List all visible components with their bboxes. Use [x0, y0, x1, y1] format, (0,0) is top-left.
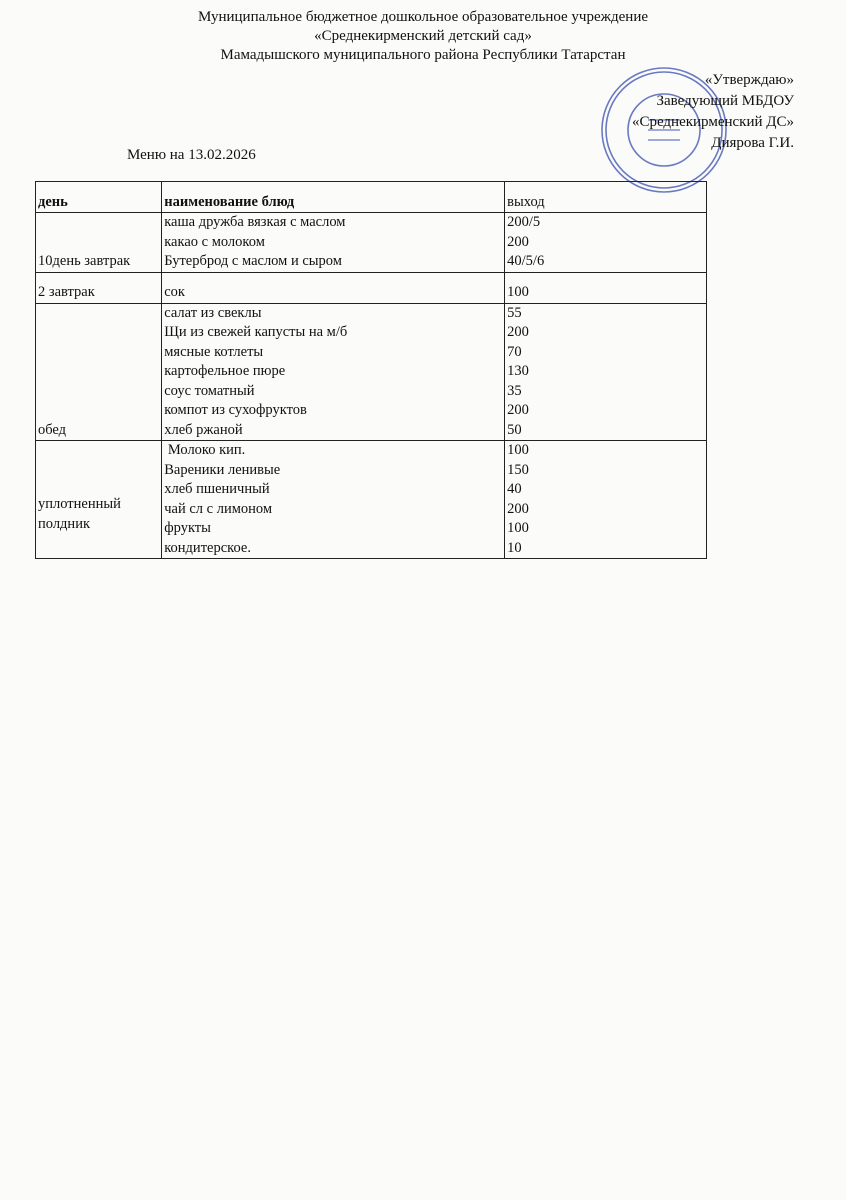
dishes-cell	[162, 303, 505, 441]
portion-item: 200	[507, 324, 529, 340]
portion-item: 200	[507, 233, 529, 250]
approval-signature-name: Диярова Г.И.	[711, 135, 794, 151]
header-day: день	[36, 182, 162, 213]
dishes-cell	[162, 213, 505, 273]
document-header	[0, 8, 846, 65]
portion-item: 100	[507, 284, 529, 300]
portions-cell	[505, 272, 707, 303]
header-portion: выход	[505, 182, 707, 213]
dishes-cell	[162, 272, 505, 303]
dish-item: Молоко кип.	[164, 442, 246, 458]
menu-table	[35, 181, 707, 559]
dish-item: соус томатный	[164, 382, 255, 399]
portion-item: 150	[507, 461, 529, 478]
header-line-3: Мамадышского муниципального района Республики Татарстан	[220, 47, 626, 63]
portion-item: 200	[507, 402, 529, 418]
approval-block	[632, 70, 794, 154]
portion-item: 200/5	[507, 214, 541, 230]
portion-item: 40	[507, 481, 522, 497]
portions-cell	[505, 213, 707, 273]
header-dish-name: наименование блюд	[162, 182, 505, 213]
portion-item: 100	[507, 442, 529, 458]
portions-cell	[505, 303, 707, 441]
table-header-row	[36, 182, 707, 213]
table-row	[36, 303, 707, 441]
approval-line-3: «Среднекирменский ДС»	[631, 114, 794, 130]
dish-item: сок	[164, 284, 185, 300]
portion-item: 70	[507, 343, 522, 360]
table-row	[36, 272, 707, 303]
portion-item: 35	[507, 382, 522, 399]
meal-lunch: обед	[36, 303, 162, 441]
dish-item: Бутерброд с маслом и сыром	[164, 253, 342, 269]
meal-breakfast: 10день завтрак	[36, 213, 162, 273]
portions-cell	[505, 441, 707, 559]
approval-line-1: «Утверждаю»	[704, 72, 794, 88]
portion-item: 50	[507, 421, 522, 438]
portion-item: 40/5/6	[507, 253, 545, 269]
portion-item: 130	[507, 363, 529, 379]
meal-second-breakfast: 2 завтрак	[36, 272, 162, 303]
dish-item: картофельное пюре	[164, 363, 286, 379]
dish-item: какао с молоком	[164, 233, 265, 250]
dish-item: хлеб пшеничный	[164, 481, 270, 497]
header-line-2: «Среднекирменский детский сад»	[314, 28, 532, 44]
dish-item: Щи из свежей капусты на м/б	[164, 324, 348, 340]
dish-item: кондитерское.	[164, 539, 251, 556]
dish-item: фрукты	[164, 520, 211, 536]
portion-item: 10	[507, 539, 522, 556]
table-row	[36, 213, 707, 273]
header-line-1: Муниципальное бюджетное дошкольное образовательное учреждение	[198, 9, 648, 25]
portion-item: 55	[507, 304, 522, 321]
dishes-cell	[162, 441, 505, 559]
portion-item: 100	[507, 520, 529, 536]
dish-item: компот из сухофруктов	[164, 402, 307, 418]
dish-item: каша дружба вязкая с маслом	[164, 214, 346, 230]
dish-item: хлеб ржаной	[164, 421, 243, 438]
dish-item: мясные котлеты	[164, 343, 264, 360]
menu-title: Меню на 13.02.2026	[127, 147, 256, 163]
approval-line-2: Заведующий МБДОУ	[656, 93, 794, 109]
meal-afternoon-snack: уплотненный полдник	[36, 441, 162, 559]
dish-item: чай сл с лимоном	[164, 500, 273, 517]
dish-item: Вареники ленивые	[164, 461, 281, 478]
table-row	[36, 441, 707, 559]
portion-item: 200	[507, 500, 529, 517]
dish-item: салат из свеклы	[164, 304, 262, 321]
